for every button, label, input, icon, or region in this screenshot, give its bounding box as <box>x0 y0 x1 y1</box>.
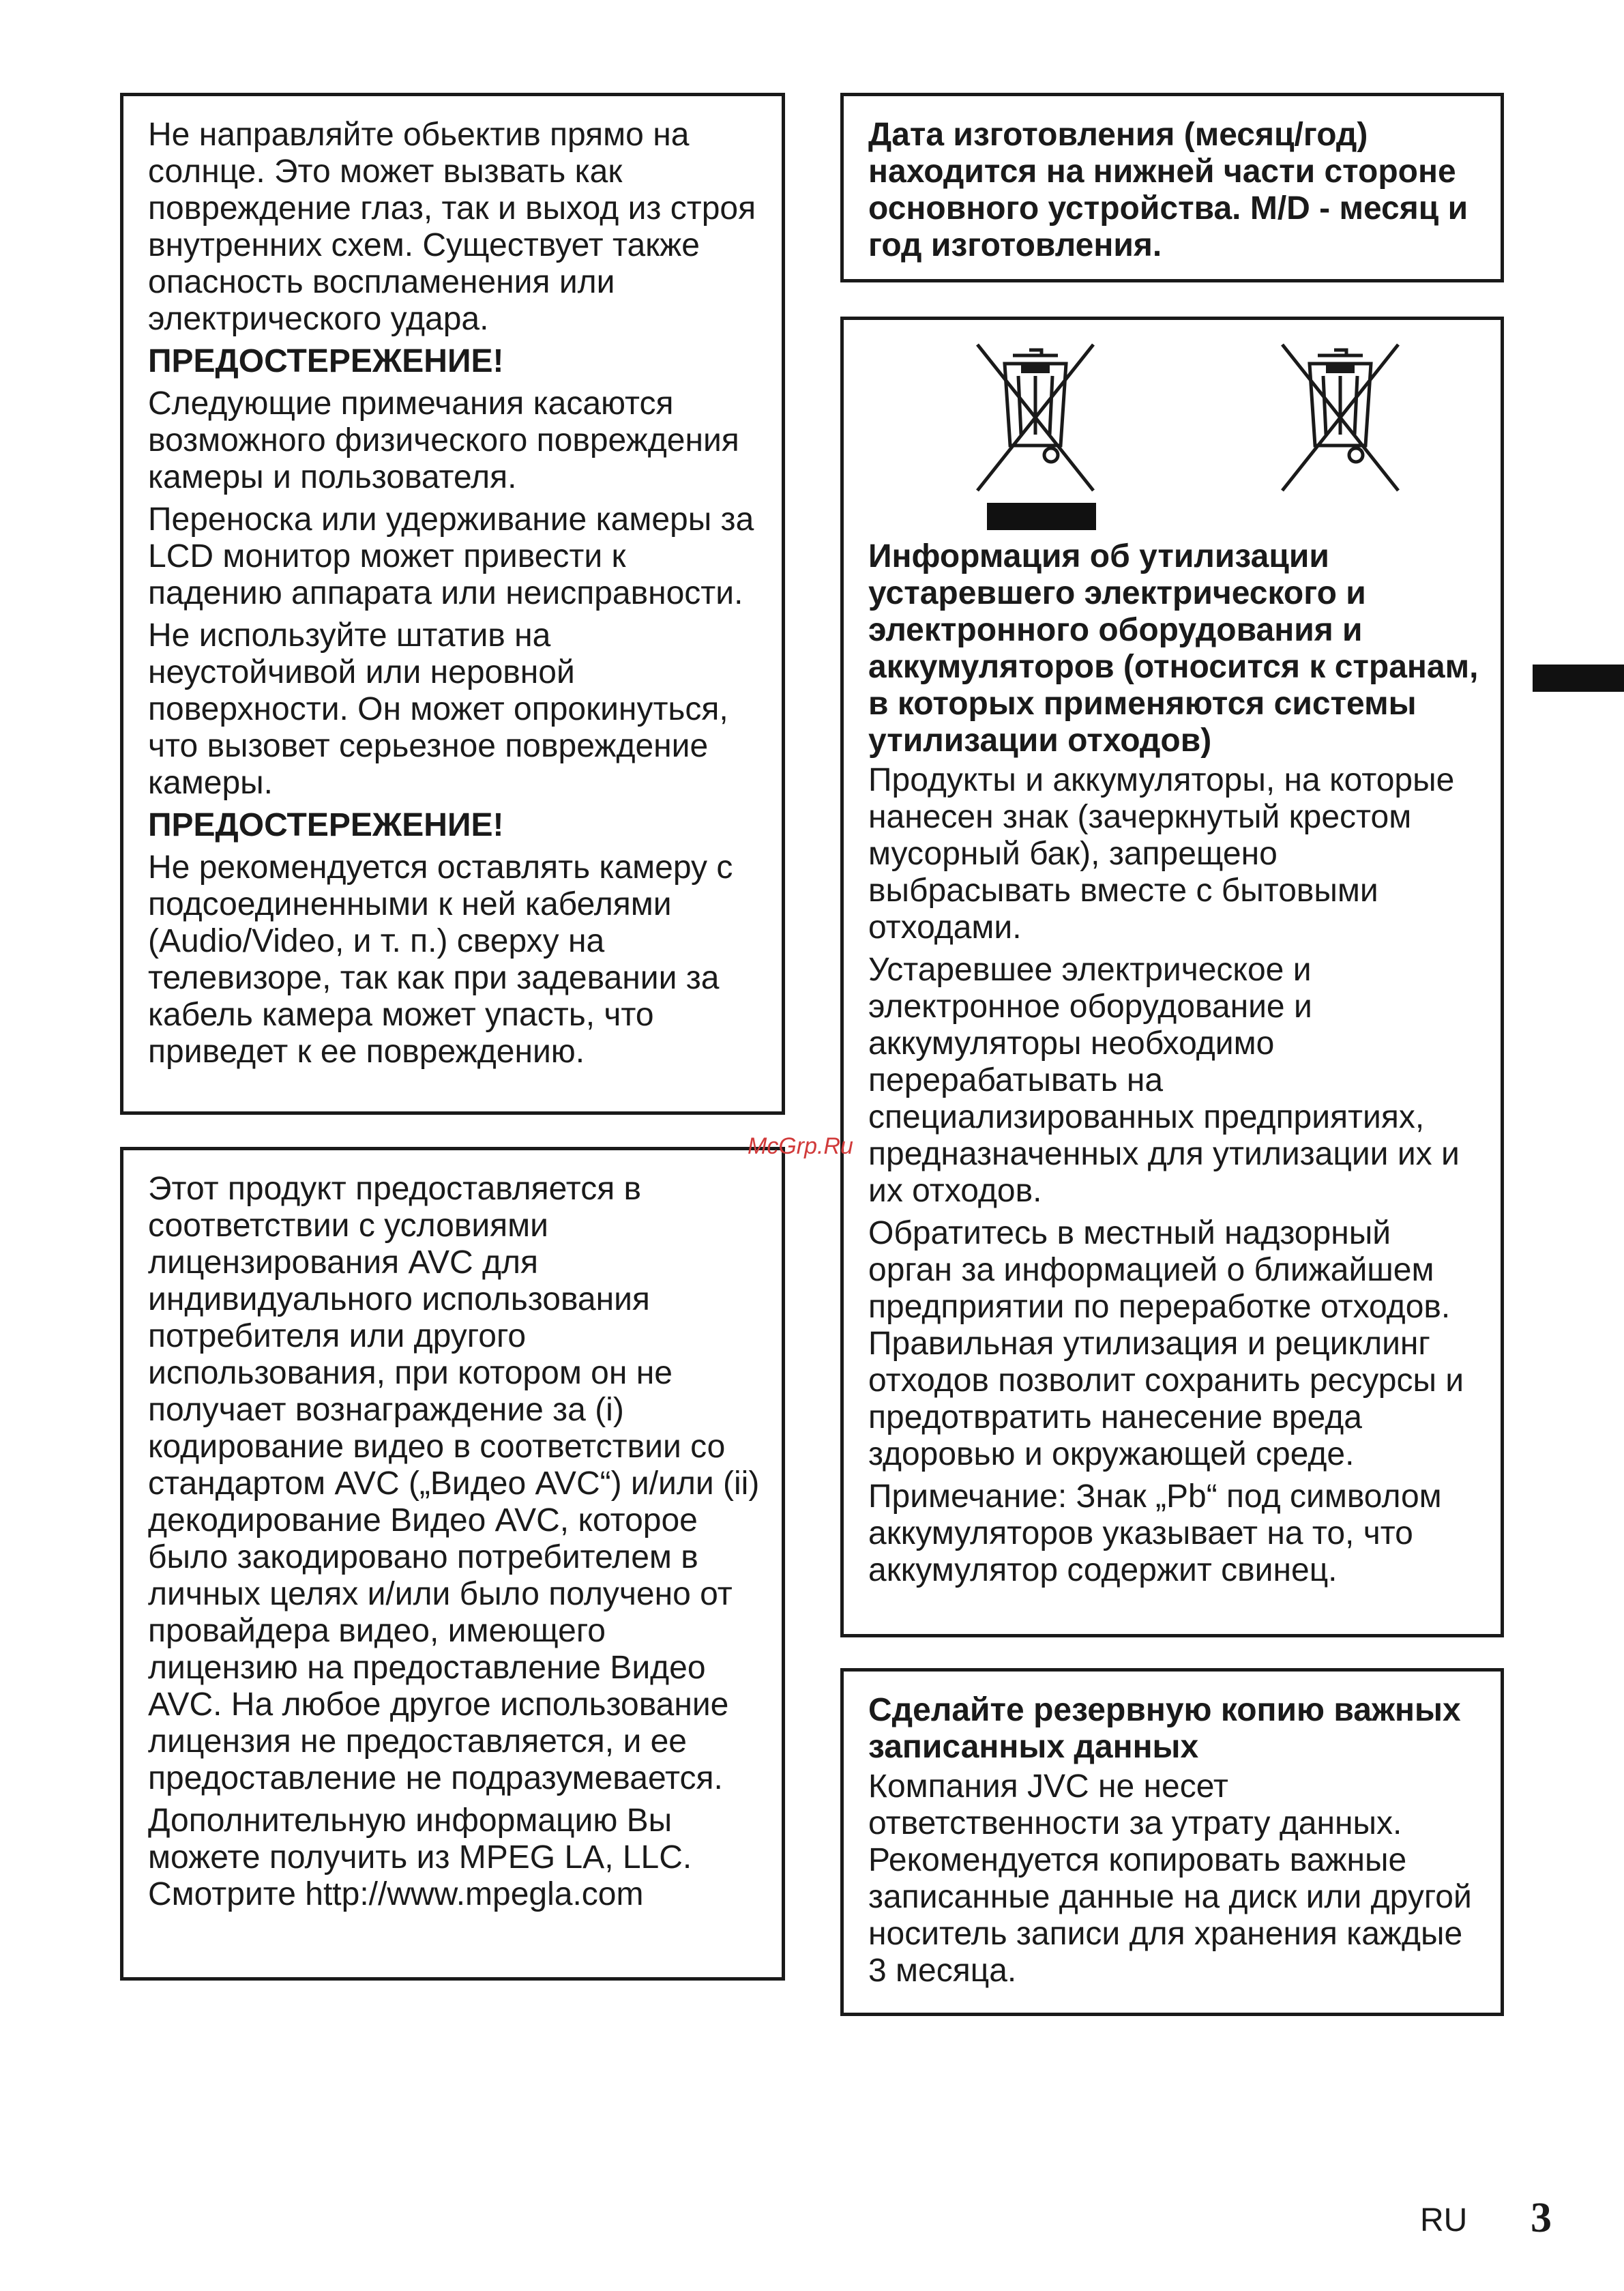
section-tab-marker <box>1533 665 1624 692</box>
disposal-text-3: Обратитесь в местный надзорный орган за информацией о ближайшем предприятии по переработке отходов. Правильная утилизация и рециклинг отходов позволит сохранить ресурсы и предотвратить нанесение вреда здоровью и окружающей среде. <box>868 1215 1464 1472</box>
backup-text: Компания JVC не несет ответственности за утрату данных. Рекомендуется копировать важные записанные данные на диск или другой носитель записи для хранения каждые 3 месяца. <box>868 1768 1472 1989</box>
avc-license-box <box>120 1147 785 1981</box>
footer-language: RU <box>1420 2202 1468 2238</box>
page-number: 3 <box>1531 2195 1552 2241</box>
sun-warning-text: Не направляйте обьектив прямо на солнце. Это может вызвать как повреждение глаз, так и выход из строя внутренних схем. Существует также опасность воспламенения или электрического удара. <box>148 117 756 337</box>
disposal-text-1: Продукты и аккумуляторы, на которые нанесен знак (зачеркнутый крестом мусорный бак), запрещено выбрасывать вместе с бытовыми отходами. <box>868 762 1455 946</box>
camera-warnings-box <box>120 93 785 1115</box>
tripod-warning: Не используйте штатив на неустойчивой или неровной поверхности. Он может опрокинуться, что вызовет серьезное повреждение камеры. <box>148 617 728 801</box>
manufacture-date-text: Дата изготовления (месяц/год) находится на нижней части стороне основного устройства. M/D - месяц и год изготовления. <box>868 117 1468 263</box>
tv-cable-warning: Не рекомендуется оставлять камеру с подсоединенными к ней кабелями (Audio/Video, и т. п.) сверху на телевизоре, так как при задевании за кабель камера может упасть, что приведет к ее повреждению. <box>148 849 733 1070</box>
backup-heading: Сделайте резервную копию важных записанных данных <box>868 1692 1461 1765</box>
mpegla-info-text: Дополнительную информацию Вы можете получить из MPEG LA, LLC. Смотрите http://www.mpegla.com <box>148 1803 692 1912</box>
backup-box <box>840 1668 1504 2016</box>
watermark: McGrp.Ru <box>748 1133 853 1159</box>
caution-heading: ПРЕДОСТЕРЕЖЕНИЕ! <box>148 343 504 379</box>
caution-heading: ПРЕДОСТЕРЕЖЕНИЕ! <box>148 807 504 843</box>
battery-bar-mark <box>987 503 1096 530</box>
manufacture-date-box <box>840 93 1504 282</box>
disposal-pb-note: Примечание: Знак „Pb“ под символом аккумуляторов указывает на то, что аккумулятор содержит свинец. <box>868 1478 1442 1588</box>
disposal-info-box <box>840 317 1504 1637</box>
avc-license-text: Этот продукт предоставляется в соответствии с условиями лицензирования AVC для индивидуального использования потребителя или другого использования, при котором он не получает вознаграждение за (i) кодирование видео в соответствии со стандартом AVC („Видео AVC“) и/или (ii) декодирование Видео AVC, которое было закодировано потребителем в личных целях и/или было получено от провайдера видео, имеющего лицензию на предоставление Видео AVC. На любое другое использование лицензия не предоставляется, и ее предоставление не подразумевается. <box>148 1171 760 1796</box>
disposal-heading: Информация об утилизации устаревшего электрического и электронного оборудования и аккумуляторов (относится к странам, в которых применяются системы утилизации отходов) <box>868 538 1479 759</box>
disposal-symbols <box>868 320 1483 538</box>
lcd-carry-warning: Переноска или удерживание камеры за LCD монитор может привести к падению аппарата или неисправности. <box>148 501 754 611</box>
crossed-out-wheeled-bin-icon <box>971 343 1100 493</box>
crossed-out-wheeled-bin-icon <box>1275 343 1405 493</box>
disposal-text-2: Устаревшее электрическое и электронное оборудование и аккумуляторы необходимо перерабатывать на специализированных предприятиях, предназначенных для утилизации их и их отходов. <box>868 952 1460 1209</box>
physical-damage-note: Следующие примечания касаются возможного физического повреждения камеры и пользователя. <box>148 385 739 495</box>
